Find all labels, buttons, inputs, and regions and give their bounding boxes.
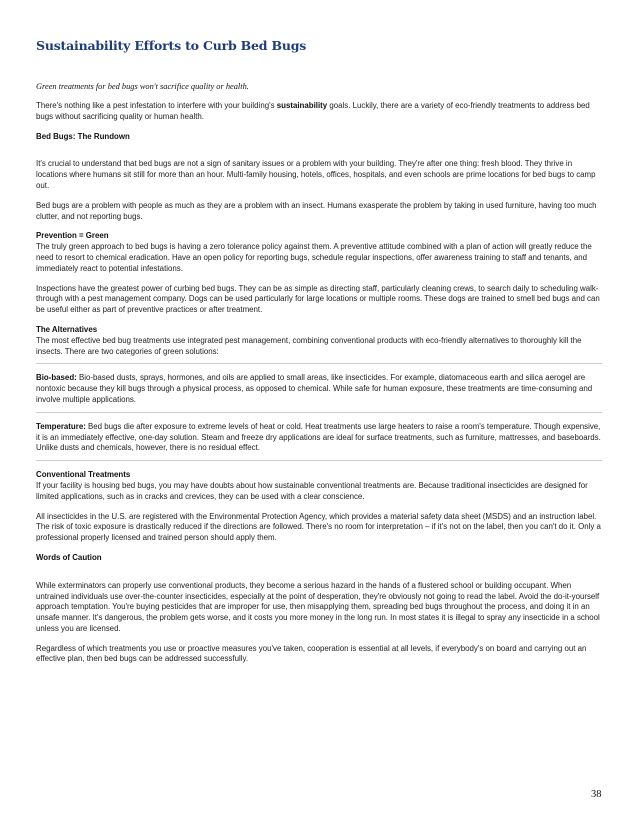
intro-paragraph bbox=[36, 101, 602, 123]
conventional-paragraph-1: If your facility is housing bed bugs, you may have doubts about how sustainable conventional treatments are. Because traditional insecticides are designed for limited applications, such as in cracks and crevices, they can be used with a clear conscience. bbox=[36, 480, 588, 501]
biobased-text: Bio-based dusts, sprays, hormones, and oils are applied to small areas, like insecticides. For example, diatomaceous earth and silica aerogel are nontoxic because they kill bugs through a physical process, as opposed to chemical. While safe for human exposure, these treatments are time-consuming and involve multiple applications. bbox=[36, 373, 593, 404]
intro-text-after: goals. Luckily, there are a variety of eco-friendly treatments to address bed bugs without sacrificing quality or human health. bbox=[36, 101, 590, 121]
biobased-label: Bio-based: bbox=[36, 373, 77, 383]
caution-paragraph-1: While exterminators can properly use conventional products, they become a serious hazard in the hands of a flustered school or building occupant. When untrained individuals use over-the-counter insecticides, especially at the point of desperation, they're obviously not going to read the label. Avoid the do-it-yourself approach temptation. You're buying pesticides that are improper for use, then misapplying them, spreading bed bugs throughout the process, and doing it in an unsafe manner. It's dangerous, the problem gets worse, and it costs you more money in the long run. In most states it is illegal to spray any insecticide in a school unless you are licensed. bbox=[36, 580, 600, 633]
conventional-paragraph-2: All insecticides in the U.S. are registered with the Environmental Protection Agency, which provides a material safety data sheet (MSDS) and an instruction label. The risk of toxic exposure is drastically reduced if the directions are followed. There's no room for interpretation – if it's not on the label, then you can't do it. Only a professional properly licensed and trained person should apply them. bbox=[36, 511, 601, 543]
alternatives-heading: The Alternatives bbox=[36, 324, 98, 334]
alternatives-paragraph: The most effective bed bug treatments use integrated pest management, combining conventional products with eco-friendly alternatives to thoroughly kill the insects. There are two categories of green solutions: bbox=[36, 336, 602, 365]
document-subtitle: Green treatments for bed bugs won't sacrifice quality or health. bbox=[36, 82, 249, 91]
prevention-paragraph-1: The truly green approach to bed bugs is having a zero tolerance policy against them. A preventive attitude combined with a plan of action will greatly reduce the need to resort to chemical eradication. Have an open policy for reporting bugs, schedule regular inspections, offer awareness training to staff and tenants, and immediately react to potential infestations. bbox=[36, 242, 592, 273]
caution-paragraph-2: Regardless of which treatments you use or proactive measures you've taken, cooperation is essential at all levels, if everybody's on board and carrying out an effective plan, then bed bugs can be addressed successfully. bbox=[36, 643, 587, 664]
document-title: Sustainability Efforts to Curb Bed Bugs bbox=[36, 38, 307, 53]
sustainability-link[interactable]: sustainability bbox=[276, 101, 328, 110]
rundown-paragraph-1: It's crucial to understand that bed bugs are not a sign of sanitary issues or a problem with your building. They're after one thing: fresh blood. They thrive in locations where humans sit still for more than an hour. Multi-family housing, hotels, offices, hospitals, and even schools are prime locations for bed bugs to camp out. bbox=[36, 159, 596, 190]
temperature-paragraph bbox=[36, 422, 602, 461]
temperature-label: Temperature: bbox=[36, 421, 86, 431]
page-number: 38 bbox=[591, 789, 602, 800]
caution-heading: Words of Caution bbox=[36, 552, 102, 562]
prevention-paragraph-2: Inspections have the greatest power of curbing bed bugs. They can be as simple as directing staff, particularly cleaning crews, to search daily to scheduling walk-through with a pest management company. Dogs can be used particularly for large locations or multiple rooms. These dogs are trained to smell bed bugs and can be useful either as part of preventive practices or after treatment. bbox=[36, 283, 600, 315]
conventional-heading: Conventional Treatments bbox=[36, 470, 131, 480]
temperature-text: Bed bugs die after exposure to extreme levels of heat or cold. Heat treatments use large heaters to raise a room's temperature. Though expensive, it is an immediately effective, one-day solution. Steam and freeze dry applications are ideal for surface treatments, such as furniture, mattresses, and baseboards. Unlike dusts and chemicals, however, there is no residual effect. bbox=[36, 421, 601, 453]
rundown-heading: Bed Bugs: The Rundown bbox=[36, 131, 130, 141]
prevention-heading: Prevention = Green bbox=[36, 231, 109, 241]
intro-text-before: There's nothing like a pest infestation to interfere with your building's bbox=[36, 101, 277, 110]
document-page bbox=[36, 38, 602, 674]
rundown-paragraph-2: Bed bugs are a problem with people as much as they are a problem with an insect. Humans exasperate the problem by taking in used furniture, having too much clutter, and not reporting bugs. bbox=[36, 200, 597, 221]
biobased-paragraph bbox=[36, 373, 602, 412]
